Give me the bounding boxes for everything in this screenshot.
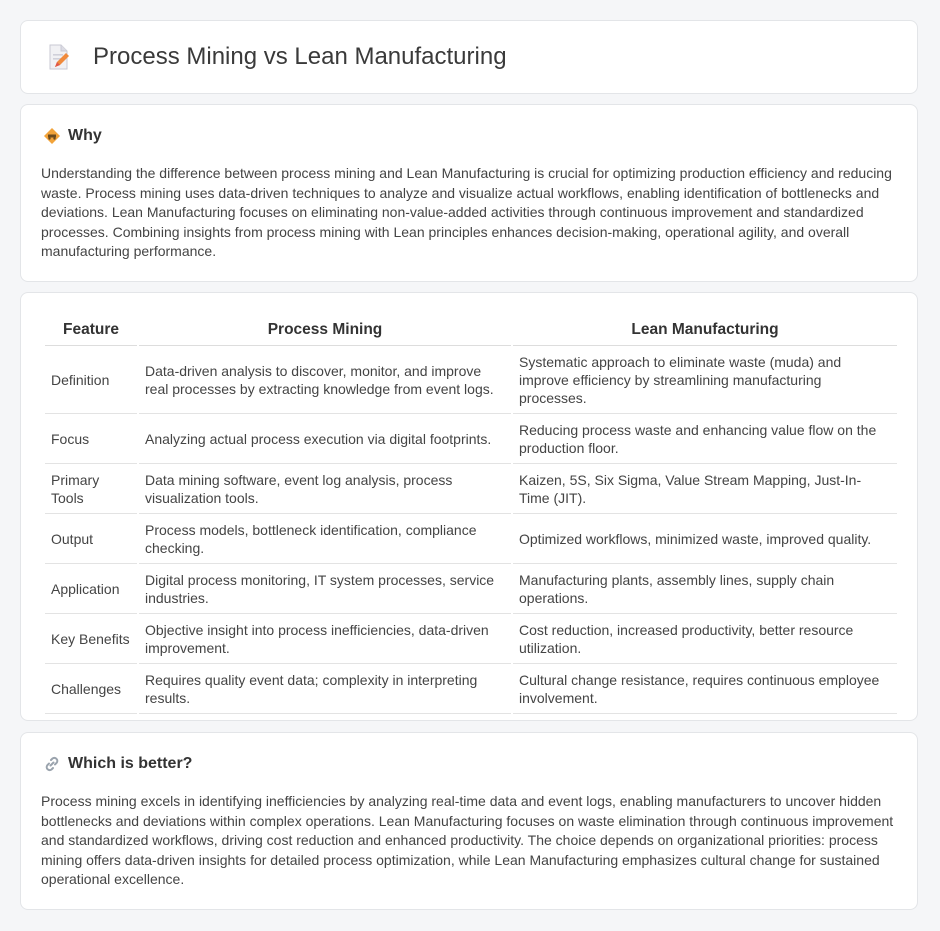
lean-cell: Kaizen, 5S, Six Sigma, Value Stream Mapping, Just-In-Time (JIT).	[513, 464, 897, 514]
link-icon	[43, 755, 61, 773]
title-row	[47, 43, 507, 71]
table-row	[45, 664, 897, 714]
table-row	[45, 614, 897, 664]
which-is-better-section	[20, 732, 918, 910]
feature-cell: Application	[45, 564, 137, 614]
table-header-row	[45, 313, 897, 346]
feature-cell: Output	[45, 514, 137, 564]
why-section	[20, 104, 918, 282]
page-title: Process Mining vs Lean Manufacturing	[93, 43, 507, 70]
feature-cell: Challenges	[45, 664, 137, 714]
process-mining-cell: Data-driven analysis to discover, monitor, and improve real processes by extracting knowledge from event logs.	[139, 346, 511, 414]
feature-cell: Definition	[45, 346, 137, 414]
process-mining-cell: Requires quality event data; complexity in interpreting results.	[139, 664, 511, 714]
feature-cell: Focus	[45, 414, 137, 464]
better-text: Process mining excels in identifying inefficiencies by analyzing real-time data and event logs, enabling manufacturers to uncover hidden bottlenecks and deviations within complex operations. Lean Manufacturing focuses on waste elimination through continuous improvement and standardized workflows, driving cost reduction and enhanced productivity. The choice depends on organizational priorities: process mining offers data-driven insights for detailed process optimization, while Lean Manufacturing emphasizes cultural change for sustained operational excellence.	[41, 793, 894, 888]
comparison-table	[43, 313, 899, 714]
feature-cell: Key Benefits	[45, 614, 137, 664]
better-header	[43, 755, 192, 773]
diamond-sign-icon	[43, 127, 61, 145]
lean-cell: Cost reduction, increased productivity, better resource utilization.	[513, 614, 897, 664]
lean-cell: Optimized workflows, minimized waste, improved quality.	[513, 514, 897, 564]
why-heading: Why	[68, 127, 102, 144]
process-mining-cell: Data mining software, event log analysis, process visualization tools.	[139, 464, 511, 514]
lean-cell: Reducing process waste and enhancing value flow on the production floor.	[513, 414, 897, 464]
lean-cell: Cultural change resistance, requires continuous employee involvement.	[513, 664, 897, 714]
feature-cell: Primary Tools	[45, 464, 137, 514]
lean-cell: Systematic approach to eliminate waste (muda) and improve efficiency by streamlining manufacturing processes.	[513, 346, 897, 414]
table-row	[45, 514, 897, 564]
better-heading: Which is better?	[68, 755, 193, 772]
header-process-mining: Process Mining	[139, 313, 511, 346]
table-row	[45, 414, 897, 464]
process-mining-cell: Digital process monitoring, IT system processes, service industries.	[139, 564, 511, 614]
table-row	[45, 564, 897, 614]
header-feature: Feature	[45, 313, 137, 346]
process-mining-cell: Objective insight into process inefficiencies, data-driven improvement.	[139, 614, 511, 664]
document-pencil-icon	[47, 43, 71, 71]
why-text: Understanding the difference between process mining and Lean Manufacturing is crucial for optimizing production efficiency and reducing waste. Process mining uses data-driven techniques to analyze and visualize actual workflows, enabling identification of bottlenecks and deviations. Lean Manufacturing focuses on eliminating non-value-added activities through continuous improvement and standardized processes. Combining insights from process mining with Lean principles enhances decision-making, operational agility, and overall manufacturing performance.	[41, 165, 892, 260]
why-header	[43, 127, 102, 145]
table-row	[45, 464, 897, 514]
process-mining-cell: Process models, bottleneck identification, compliance checking.	[139, 514, 511, 564]
comparison-card	[20, 292, 918, 721]
header-lean-manufacturing: Lean Manufacturing	[513, 313, 897, 346]
table-row	[45, 346, 897, 414]
process-mining-cell: Analyzing actual process execution via digital footprints.	[139, 414, 511, 464]
title-card	[20, 20, 918, 94]
lean-cell: Manufacturing plants, assembly lines, supply chain operations.	[513, 564, 897, 614]
